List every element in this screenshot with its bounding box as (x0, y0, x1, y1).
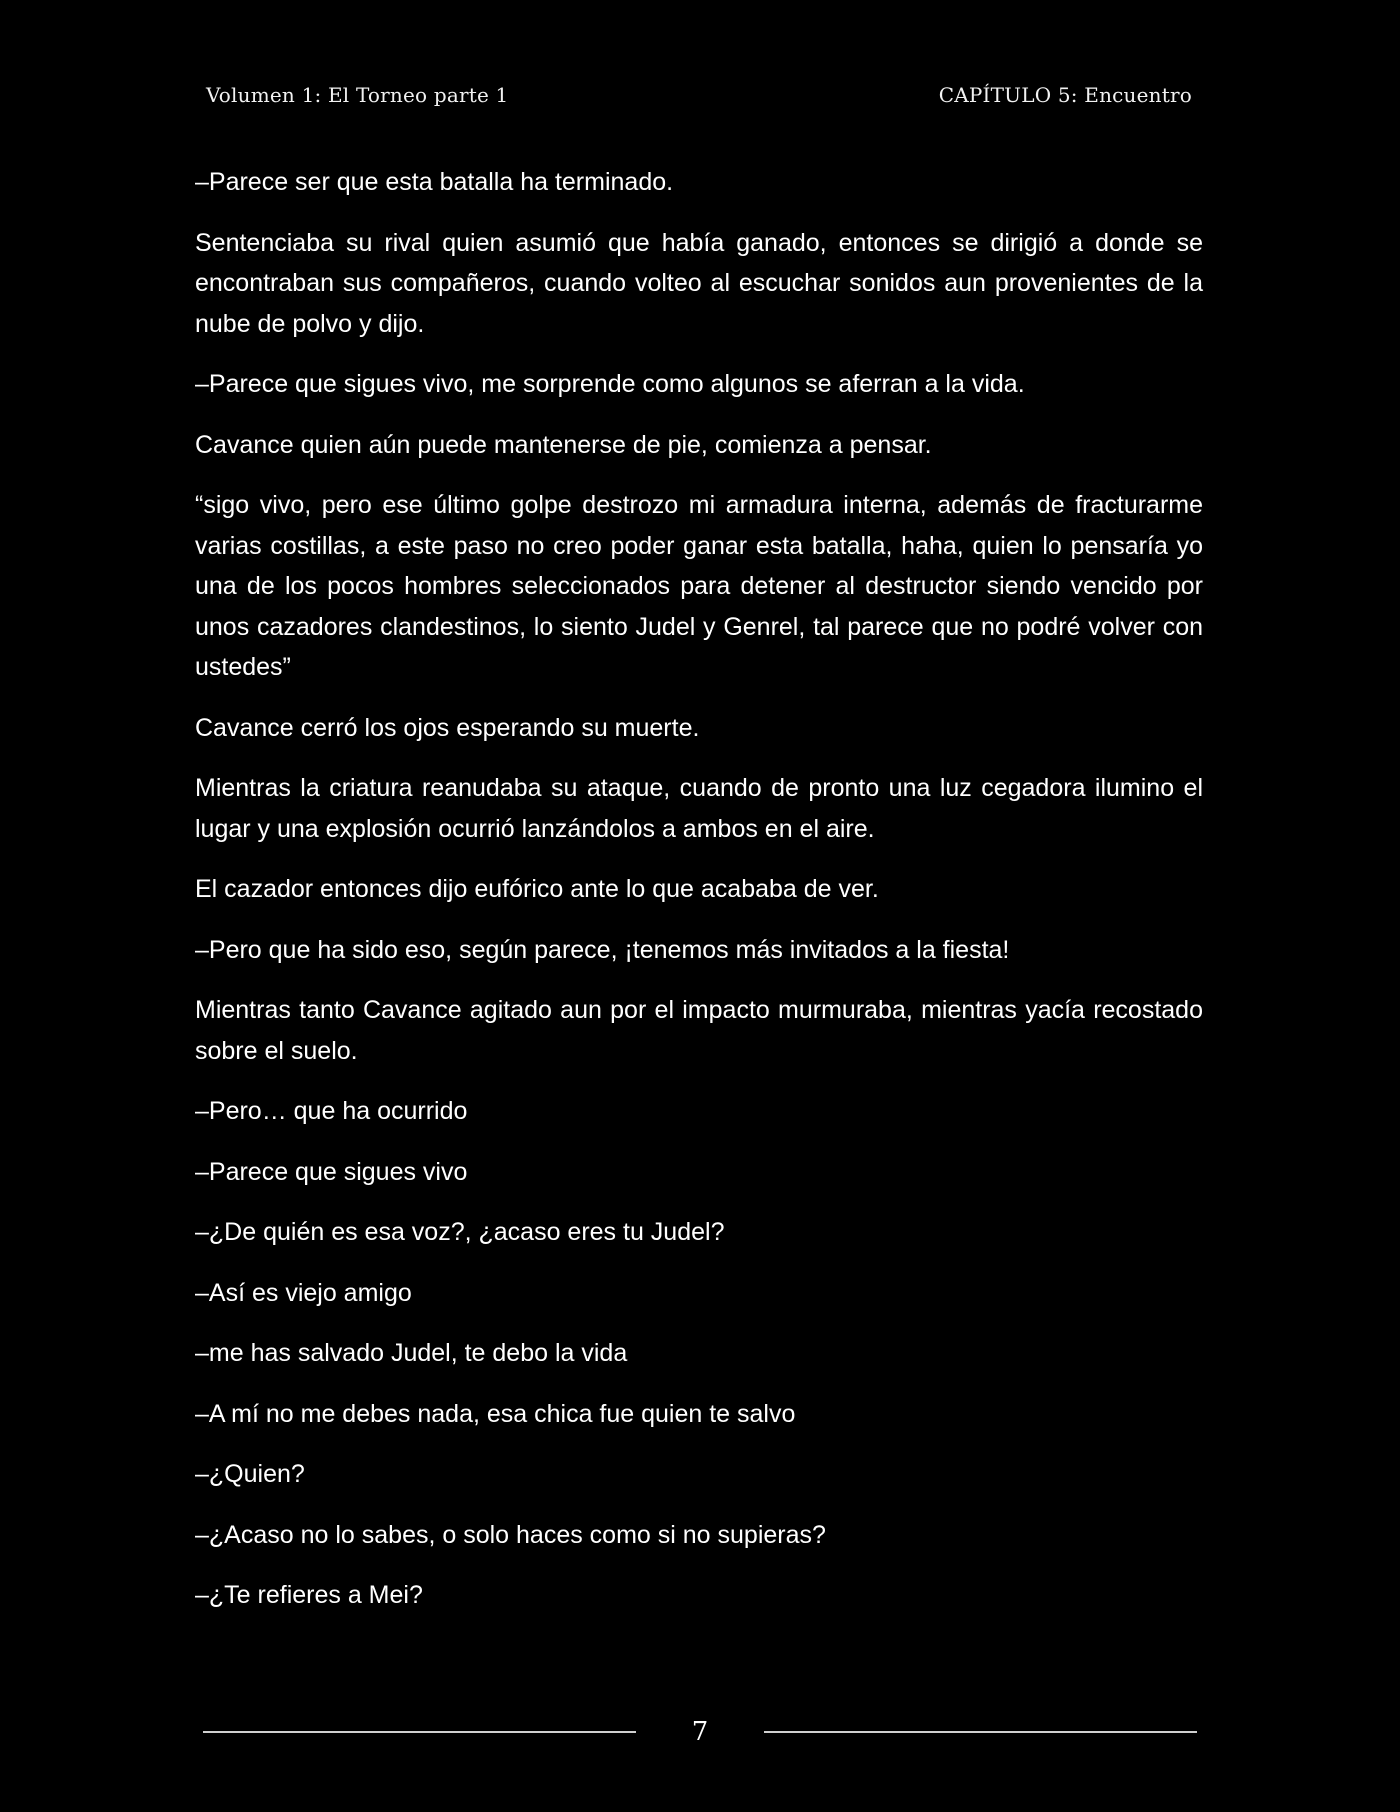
paragraph: –¿Te refieres a Mei? (195, 1581, 423, 1609)
paragraph: Sentenciaba su rival quien asumió que había ganado, entonces se dirigió a donde se encontraban sus compañeros, cuando volteo al escuchar sonidos aun provenientes de la nube de polvo y dijo. (195, 228, 1203, 338)
volume-title: Volumen 1: El Torneo parte 1 (206, 83, 509, 107)
paragraph: El cazador entonces dijo eufórico ante lo que acababa de ver. (195, 875, 879, 903)
paragraph: –Así es viejo amigo (195, 1278, 412, 1307)
paragraph: –A mí no me debes nada, esa chica fue quien te salvo (195, 1399, 796, 1428)
paragraph: –Parece ser que esta batalla ha terminado. (195, 168, 674, 196)
page-footer (203, 1710, 1197, 1754)
paragraph: –Pero… que ha ocurrido (195, 1097, 468, 1125)
page-body (195, 162, 1203, 1636)
footer-rule-right (764, 1731, 1197, 1733)
paragraph: Cavance cerró los ojos esperando su muerte. (195, 713, 700, 742)
paragraph: –¿De quién es esa voz?, ¿acaso eres tu Judel? (195, 1218, 725, 1246)
paragraph: Cavance quien aún puede mantenerse de pie, comienza a pensar. (195, 430, 932, 459)
page-number: 7 (691, 1717, 709, 1747)
paragraph: Mientras la criatura reanudaba su ataque, cuando de pronto una luz cegadora ilumino el lugar y una explosión ocurrió lanzándolos a ambos en el aire. (195, 774, 1203, 843)
chapter-title: CAPÍTULO 5: Encuentro (938, 83, 1192, 107)
paragraph: –Parece que sigues vivo (195, 1157, 468, 1186)
paragraph: –me has salvado Judel, te debo la vida (195, 1339, 628, 1367)
paragraph: –¿Quien? (195, 1460, 305, 1488)
running-header (206, 78, 1192, 112)
paragraph: –Parece que sigues vivo, me sorprende como algunos se aferran a la vida. (195, 370, 1025, 398)
footer-rule-left (203, 1731, 636, 1733)
paragraph: Mientras tanto Cavance agitado aun por el impacto murmuraba, mientras yacía recostado sobre el suelo. (195, 996, 1203, 1065)
paragraph: –¿Acaso no lo sabes, o solo haces como si no supieras? (195, 1520, 826, 1549)
paragraph: “sigo vivo, pero ese último golpe destrozo mi armadura interna, además de fracturarme varias costillas, a este paso no creo poder ganar esta batalla, haha, quien lo pensaría yo una de los pocos hombres seleccionados para detener al destructor siendo vencido por unos cazadores clandestinos, lo siento Judel y Genrel, tal parece que no podré volver con ustedes” (195, 491, 1203, 681)
paragraph: –Pero que ha sido eso, según parece, ¡tenemos más invitados a la fiesta! (195, 935, 1010, 964)
